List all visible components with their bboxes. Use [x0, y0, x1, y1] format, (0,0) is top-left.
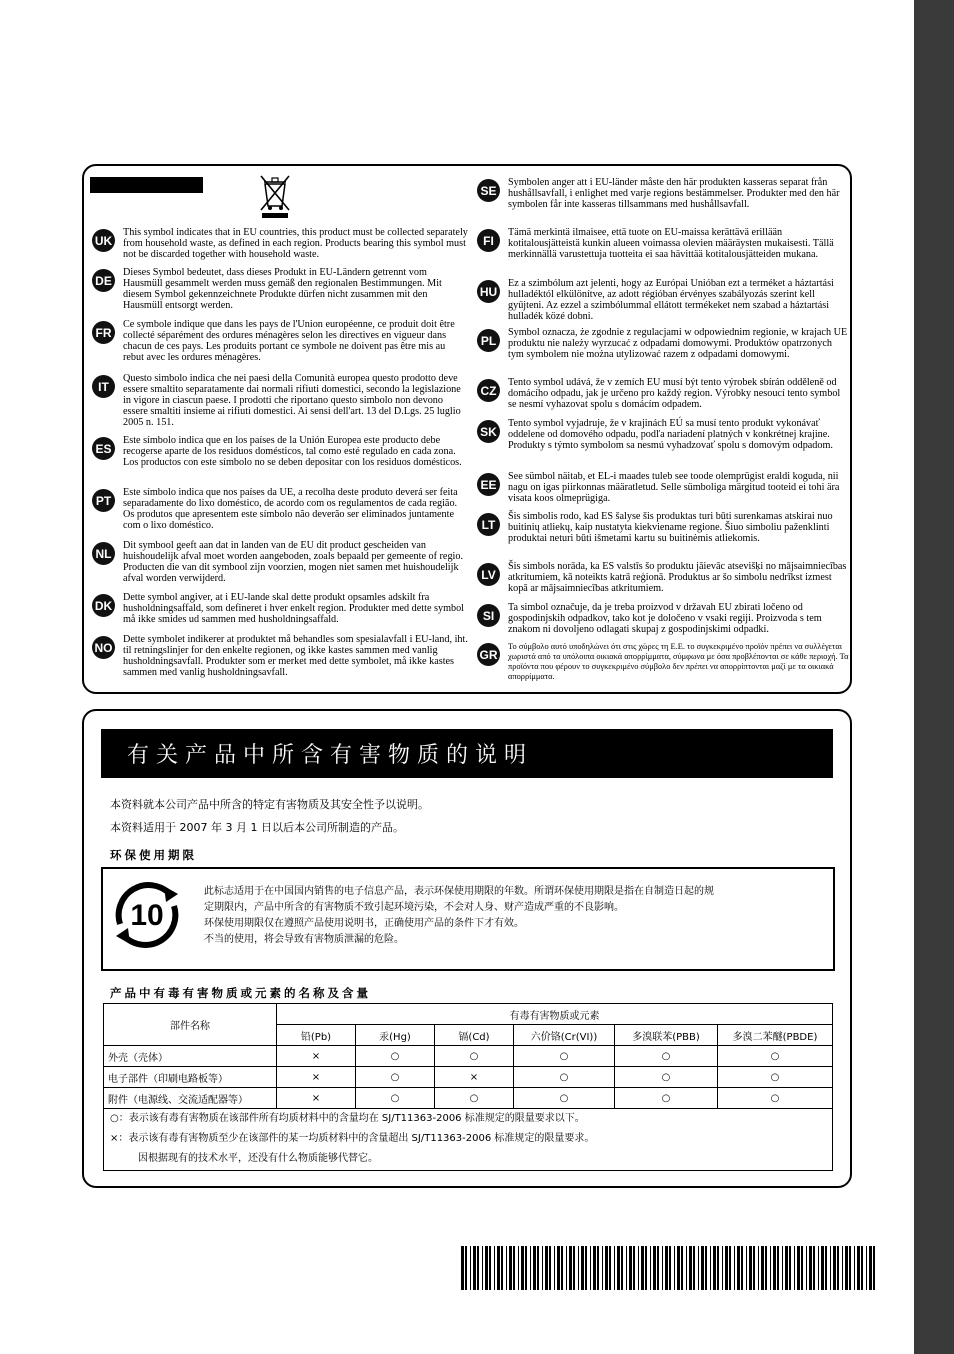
- eu-entry-de: [92, 268, 468, 312]
- note-line: ×：表示该有毒有害物质至少在该部件的某一均质材料中的含量超出 SJ/T11363-2006 标准规定的限量要求。: [110, 1133, 595, 1144]
- barcode-bar: [554, 1246, 555, 1290]
- barcode-bar: [542, 1246, 543, 1290]
- hazard-table: [103, 1003, 833, 1109]
- eu-entry-text: Tento symbol vyjadruje, že v krajinách EÚ sa musí tento produkt vykonávať oddelene od domového odpadu, podľa nariadení platných v konkrétnej krajine. Produkty s týmto symbolom sa nesmú vyhadzovať spolu s domovým odpadom.: [508, 418, 833, 451]
- country-badge: ES: [92, 437, 115, 460]
- col-header: 汞(Hg): [356, 1025, 435, 1046]
- barcode-bar: [605, 1246, 608, 1290]
- country-badge: SI: [477, 604, 500, 627]
- barcode-bar: [689, 1246, 692, 1290]
- barcode-bar: [710, 1246, 711, 1290]
- barcode-bar: [770, 1246, 771, 1290]
- eu-entry-text: Tento symbol udává, že v zemích EU musí být tento výrobek sbírán odděleně od domácího odpadu, jak je určeno pro každý region. Výrobky nesoucí tento symbol se nesmí vyhazovat spolu s domácím odpadem.: [508, 377, 841, 410]
- country-badge: SK: [477, 420, 500, 443]
- barcode-bar: [773, 1246, 776, 1290]
- table-cell: ○: [514, 1067, 615, 1088]
- epup-text: [204, 884, 814, 948]
- barcode-bar: [854, 1246, 855, 1290]
- barcode-bar: [741, 1246, 743, 1290]
- barcode-bar: [470, 1246, 471, 1290]
- barcode-bar: [506, 1246, 507, 1290]
- barcode-bar: [729, 1246, 731, 1290]
- eu-entry-fr: [92, 320, 468, 364]
- eu-entry-sk: [477, 419, 849, 452]
- eu-entry-hu: [477, 279, 849, 323]
- eu-entry-cz: [477, 378, 849, 411]
- part-header: 部件名称: [104, 1004, 277, 1046]
- barcode-bar: [533, 1246, 536, 1290]
- eu-entry-es: [92, 436, 468, 469]
- barcode-bar: [801, 1246, 803, 1290]
- barcode-bar: [674, 1246, 675, 1290]
- epup-line: 此标志适用于在中国国内销售的电子信息产品，表示环保使用期限的年数。所谓环保使用期限是指在自制造日起的规: [204, 886, 714, 897]
- barcode-bar: [597, 1246, 599, 1290]
- eu-entry-text: Ce symbole indique que dans les pays de l'Union européenne, ce produit doit être collecté séparément des ordures ménagères selon les directives en vigueur dans chacun de ces pays. Les produits portant ce symbole ne doivent pas être mis au rebut avec les ordures ménagères.: [123, 319, 455, 363]
- barcode-bar: [566, 1246, 567, 1290]
- table-cell: ○: [615, 1088, 718, 1109]
- epup-10-icon: [106, 880, 188, 950]
- barcode-bar: [758, 1246, 759, 1290]
- barcode-bar: [746, 1246, 747, 1290]
- barcode-bar: [629, 1246, 632, 1290]
- header-bar: [90, 177, 203, 193]
- eu-entry-lt: [477, 512, 849, 545]
- country-badge: EE: [477, 473, 500, 496]
- barcode-bar: [633, 1246, 635, 1290]
- epup-line: 定期限内，产品中所含的有害物质不致引起环境污染，不会对人身、财产造成严重的不良影响。: [204, 902, 624, 913]
- barcode-bar: [782, 1246, 783, 1290]
- col-header: 镉(Cd): [435, 1025, 514, 1046]
- barcode-bar: [813, 1246, 815, 1290]
- country-badge: SE: [477, 179, 500, 202]
- eu-entry-text: Šis simbols norāda, ka ES valstīs šo produktu jāievāc atsevišķi no mājsaimniecības atkritumiem, kā noteikts katrā reģionā. Produktus ar šo simbolu nedrīkst izmest kopā ar mājsaimniecības atkritumiem.: [508, 561, 847, 594]
- eu-entry-text: Dit symbool geeft aan dat in landen van de EU dit product gescheiden van huishoudelijk afval moet worden aangeboden, zoals bepaald per gemeente of regio. Producten die van dit symbool zijn voorzien, mogen niet samen met huishoudelijk afval worden verwijderd.: [123, 540, 464, 584]
- barcode-bar: [573, 1246, 575, 1290]
- barcode-bar: [686, 1246, 687, 1290]
- eu-entry-text: Ez a szimbólum azt jelenti, hogy az Európai Unióban ezt a terméket a háztartási hulladéktól elkülönítve, az adott régióban érvényes szabályozás szerint kell gyűjteni. Az ezzel a szimbólummal ellátott termékeket nem szabad a háztartási hulladék közé dobni.: [508, 278, 834, 322]
- barcode-bar: [473, 1246, 476, 1290]
- eu-entry-uk: [92, 228, 468, 261]
- eu-entry-text: Το σύμβολο αυτό υποδηλώνει ότι στις χώρες τη Ε.Ε. το συγκεκριμένο προϊόν πρέπει να συλλέγεται χωριστά από τα υπόλοιπα οικιακά απορρίμματα, σύμφωνα με όσα προβλέπονται σε κάθε περιοχή. Τα προϊόντα που φέρουν το συγκεκριμένο σύμβολο δεν πρέπει να απορρίπτονται μαζί με τα οικιακά απορρίμματα.: [508, 642, 849, 681]
- barcode-bar: [837, 1246, 839, 1290]
- table-cell: ×: [277, 1046, 356, 1067]
- barcode-bar: [789, 1246, 791, 1290]
- barcode-bar: [614, 1246, 615, 1290]
- table-cell: ○: [718, 1088, 833, 1109]
- eu-entry-text: Dette symbolet indikerer at produktet må behandles som spesialavfall i EU-land, iht. til retningslinjer for den enkelte regionen, og ikke kastes sammen med vanlig husholdningsavfall. Produkter som er merket med dette symbolet, må ikke kastes sammen med vanlig husholdningsavfall.: [123, 634, 468, 678]
- barcode-bar: [753, 1246, 755, 1290]
- country-badge: LV: [477, 563, 500, 586]
- epup-line: 环保使用期限仅在遵照产品使用说明书，正确使用产品的条件下才有效。: [204, 918, 524, 929]
- table-cell: ○: [514, 1046, 615, 1067]
- barcode-bar: [537, 1246, 539, 1290]
- barcode-bar: [830, 1246, 831, 1290]
- cn-intro-2: 本资料适用于 2007 年 3 月 1 日以后本公司所制造的产品。: [110, 821, 404, 834]
- eu-entry-lv: [477, 562, 849, 595]
- table-cell: ○: [356, 1046, 435, 1067]
- table-cell: ○: [718, 1046, 833, 1067]
- barcode-bar: [845, 1246, 848, 1290]
- barcode-bar: [585, 1246, 587, 1290]
- barcode-bar: [857, 1246, 860, 1290]
- group-header: 有毒有害物质或元素: [277, 1004, 833, 1025]
- barcode: [461, 1246, 878, 1290]
- barcode-bar: [549, 1246, 551, 1290]
- eu-entry-fi: [477, 228, 849, 261]
- barcode-bar: [641, 1246, 644, 1290]
- eu-entry-text: Dieses Symbol bedeutet, dass dieses Produkt in EU-Ländern getrennt vom Hausmüll gesammelt werden muss gemäß den regionalen Bestimmungen. Mit diesem Symbol gekennzeichnete Produkte dürfen nicht zusammen mit den Hausmüll entsorgt werden.: [123, 267, 442, 311]
- barcode-bar: [609, 1246, 611, 1290]
- eu-entry-ee: [477, 472, 849, 505]
- note-line: 因根据现有的技术水平，还没有什么物质能够代替它。: [138, 1153, 378, 1164]
- table-cell: ○: [435, 1088, 514, 1109]
- barcode-bar: [521, 1246, 524, 1290]
- country-badge: FI: [477, 229, 500, 252]
- table-cell: ○: [718, 1067, 833, 1088]
- eu-entry-text: Ta simbol označuje, da je treba proizvod v državah EU zbirati ločeno od gospodinjskih odpadkov, tako kot je določeno v vsaki regiji. Proizvoda s tem znakom ni dovoljeno odlagati skupaj z gospodinjskimi odpadki.: [508, 602, 822, 635]
- col-header: 六价铬(Cr(VI)): [514, 1025, 615, 1046]
- cn-title: 有关产品中所含有害物质的说明: [101, 729, 833, 778]
- barcode-bar: [717, 1246, 719, 1290]
- epup-number: 10: [130, 899, 164, 932]
- row-name: 外壳（壳体）: [104, 1046, 277, 1067]
- barcode-bar: [561, 1246, 563, 1290]
- crossed-bin-icon: [255, 170, 295, 220]
- barcode-bar: [617, 1246, 620, 1290]
- barcode-bar: [734, 1246, 735, 1290]
- barcode-bar: [809, 1246, 812, 1290]
- barcode-bar: [530, 1246, 531, 1290]
- eu-entry-si: [477, 603, 849, 636]
- barcode-bar: [705, 1246, 707, 1290]
- table-cell: ×: [277, 1088, 356, 1109]
- barcode-bar: [645, 1246, 647, 1290]
- eu-entry-text: Este símbolo indica que en los países de la Unión Europea este producto debe recogerse aparte de los residuos domésticos, tal como esté regulado en cada zona. Los productos con este símbolo no se deben depositar con los residuos domésticos.: [123, 435, 462, 468]
- barcode-bar: [662, 1246, 663, 1290]
- barcode-bar: [621, 1246, 623, 1290]
- barcode-bar: [777, 1246, 779, 1290]
- eu-entry-no: [92, 635, 468, 679]
- barcode-bar: [677, 1246, 680, 1290]
- eu-entry-text: Questo simbolo indica che nei paesi della Comunità europea questo prodotto deve essere smaltito separatamente dai normali rifiuti domestici, secondo la legislazione in vigore in ciascun paese. I prodotti che riportano questo simbolo non devono essere smaltiti insieme ai rifiuti domestici. Ai sensi dell'art. 13 del D.Lgs. 25 luglio 2005 n. 151.: [123, 373, 461, 428]
- table-cell: ×: [277, 1067, 356, 1088]
- eu-entry-it: [92, 374, 468, 429]
- table-heading: 产品中有毒有害物质或元素的名称及含量: [110, 986, 371, 1000]
- epup-heading: 环保使用期限: [110, 848, 197, 862]
- row-name: 电子部件（印刷电路板等）: [104, 1067, 277, 1088]
- barcode-bar: [590, 1246, 591, 1290]
- col-header: 多溴二苯醚(PBDE): [718, 1025, 833, 1046]
- eu-entry-text: Dette symbol angiver, at i EU-lande skal dette produkt opsamles adskilt fra husholdningsaffald, som defineret i hver enkelt region. Produkter med dette symbol må ikke smides ud sammen med husholdningsaffald.: [123, 592, 465, 625]
- barcode-bar: [725, 1246, 728, 1290]
- eu-entry-text: See sümbol näitab, et EL-i maades tuleb see toode olemprügist eraldi koguda, nii nagu on igas piirkonnas määratletud. Selle sümboliga märgitud tooteid ei tohi ära visata koos olmeprügiga.: [508, 471, 840, 504]
- country-badge: HU: [477, 280, 500, 303]
- row-name: 附件（电源线、交流适配器等）: [104, 1088, 277, 1109]
- eu-entry-text: Symbolen anger att i EU-länder måste den här produkten kasseras separat från hushållsavfall, i enlighet med varje regions bestämmelser. Produkter med den här symbolen får inte kasseras tillsammans med hushållsavfall.: [508, 177, 840, 210]
- country-badge: CZ: [477, 379, 500, 402]
- barcode-bar: [477, 1246, 479, 1290]
- country-badge: PL: [477, 329, 500, 352]
- country-badge: UK: [92, 229, 115, 252]
- barcode-bar: [657, 1246, 659, 1290]
- barcode-bar: [497, 1246, 500, 1290]
- table-cell: ×: [435, 1067, 514, 1088]
- barcode-bar: [665, 1246, 668, 1290]
- barcode-bar: [821, 1246, 824, 1290]
- barcode-bar: [761, 1246, 764, 1290]
- barcode-bar: [494, 1246, 495, 1290]
- table-cell: ○: [435, 1046, 514, 1067]
- barcode-bar: [465, 1246, 467, 1290]
- eu-entry-gr: [477, 642, 849, 682]
- table-row: [104, 1088, 833, 1109]
- barcode-bar: [818, 1246, 819, 1290]
- country-badge: LT: [477, 513, 500, 536]
- table-notes: [103, 1109, 833, 1171]
- barcode-bar: [525, 1246, 527, 1290]
- country-badge: IT: [92, 375, 115, 398]
- country-badge: DE: [92, 269, 115, 292]
- barcode-bar: [698, 1246, 699, 1290]
- barcode-bar: [489, 1246, 491, 1290]
- barcode-bar: [518, 1246, 519, 1290]
- barcode-bar: [794, 1246, 795, 1290]
- barcode-bar: [581, 1246, 584, 1290]
- barcode-bar: [722, 1246, 723, 1290]
- barcode-bar: [650, 1246, 651, 1290]
- barcode-bar: [806, 1246, 807, 1290]
- country-badge: GR: [477, 643, 500, 666]
- cn-intro-1: 本资料就本公司产品中所含的特定有害物质及其安全性予以说明。: [110, 798, 429, 811]
- barcode-bar: [482, 1246, 483, 1290]
- country-badge: NL: [92, 542, 115, 565]
- barcode-bar: [825, 1246, 827, 1290]
- country-badge: PT: [92, 489, 115, 512]
- barcode-bar: [797, 1246, 800, 1290]
- barcode-bar: [593, 1246, 596, 1290]
- epup-line: 不当的使用，将会导致有害物质泄漏的危险。: [204, 934, 404, 945]
- barcode-bar: [485, 1246, 488, 1290]
- barcode-bar: [713, 1246, 716, 1290]
- table-cell: ○: [514, 1088, 615, 1109]
- barcode-bar: [513, 1246, 515, 1290]
- country-badge: FR: [92, 321, 115, 344]
- barcode-bar: [785, 1246, 788, 1290]
- eu-entry-pl: [477, 328, 849, 361]
- eu-entry-pt: [92, 488, 468, 532]
- eu-entry-text: Tämä merkintä ilmaisee, että tuote on EU-maissa kerättävä erillään kotitalousjätteistä kunkin alueen voimassa olevien määräysten mukaisesti. Tällä merkinnällä varustettuja tuotteita ei saa hävittää kotitalousjätteiden mukana.: [508, 227, 834, 260]
- barcode-bar: [461, 1246, 464, 1290]
- barcode-bar: [866, 1246, 867, 1290]
- barcode-bar: [765, 1246, 767, 1290]
- page-edge-tab: [914, 0, 954, 1354]
- country-badge: NO: [92, 636, 115, 659]
- eu-entry-nl: [92, 541, 468, 585]
- note-line: ○：表示该有毒有害物质在该部件所有均质材料中的含量均在 SJ/T11363-2006 标准规定的限量要求以下。: [110, 1113, 585, 1124]
- barcode-bar: [545, 1246, 548, 1290]
- eu-entry-dk: [92, 593, 468, 626]
- eu-entry-text: Este símbolo indica que nos países da UE, a recolha deste produto deverá ser feita separadamente do lixo doméstico, de acordo com os regulamentos de cada região. Os produtos que apresentem este símbolo não deverão ser eliminados juntamente com o lixo doméstico.: [123, 487, 458, 531]
- barcode-bar: [833, 1246, 836, 1290]
- barcode-bar: [509, 1246, 512, 1290]
- barcode-bar: [669, 1246, 671, 1290]
- table-cell: ○: [356, 1067, 435, 1088]
- barcode-bar: [749, 1246, 752, 1290]
- table-cell: ○: [615, 1067, 718, 1088]
- barcode-bar: [626, 1246, 627, 1290]
- barcode-bar: [578, 1246, 579, 1290]
- eu-entry-se: [477, 178, 849, 211]
- barcode-bar: [861, 1246, 863, 1290]
- barcode-bar: [869, 1246, 872, 1290]
- eu-entry-text: This symbol indicates that in EU countries, this product must be collected separately from household waste, as defined in each region. Products bearing this symbol must not be discarded together with household waste.: [123, 227, 468, 260]
- barcode-bar: [737, 1246, 740, 1290]
- table-cell: ○: [615, 1046, 718, 1067]
- table-cell: ○: [356, 1088, 435, 1109]
- barcode-bar: [653, 1246, 656, 1290]
- barcode-bar: [569, 1246, 572, 1290]
- eu-entry-text: Šis simbolis rodo, kad ES šalyse šis produktas turi būti surenkamas atskirai nuo buitinių atliekų, kaip nustatyta kiekviename regione. Šiuo simboliu paženklinti produktai neturi būti išmetami kartu su buitinėmis atliekomis.: [508, 511, 833, 544]
- barcode-bar: [849, 1246, 851, 1290]
- barcode-bar: [602, 1246, 603, 1290]
- col-header: 多溴联苯(PBB): [615, 1025, 718, 1046]
- barcode-bar: [842, 1246, 843, 1290]
- country-badge: DK: [92, 594, 115, 617]
- table-row: [104, 1067, 833, 1088]
- barcode-bar: [693, 1246, 695, 1290]
- table-row: [104, 1046, 833, 1067]
- barcode-bar: [873, 1246, 875, 1290]
- barcode-bar: [681, 1246, 683, 1290]
- col-header: 铅(Pb): [277, 1025, 356, 1046]
- barcode-bar: [501, 1246, 503, 1290]
- eu-entry-text: Symbol oznacza, że zgodnie z regulacjami w odpowiednim regionie, w krajach UE produktu nie należy wyrzucać z odpadami domowymi. Produktów opatrzonych tym symbolem nie można utylizować razem z odpadami domowymi.: [508, 327, 848, 360]
- barcode-bar: [638, 1246, 639, 1290]
- barcode-bar: [557, 1246, 560, 1290]
- barcode-bar: [701, 1246, 704, 1290]
